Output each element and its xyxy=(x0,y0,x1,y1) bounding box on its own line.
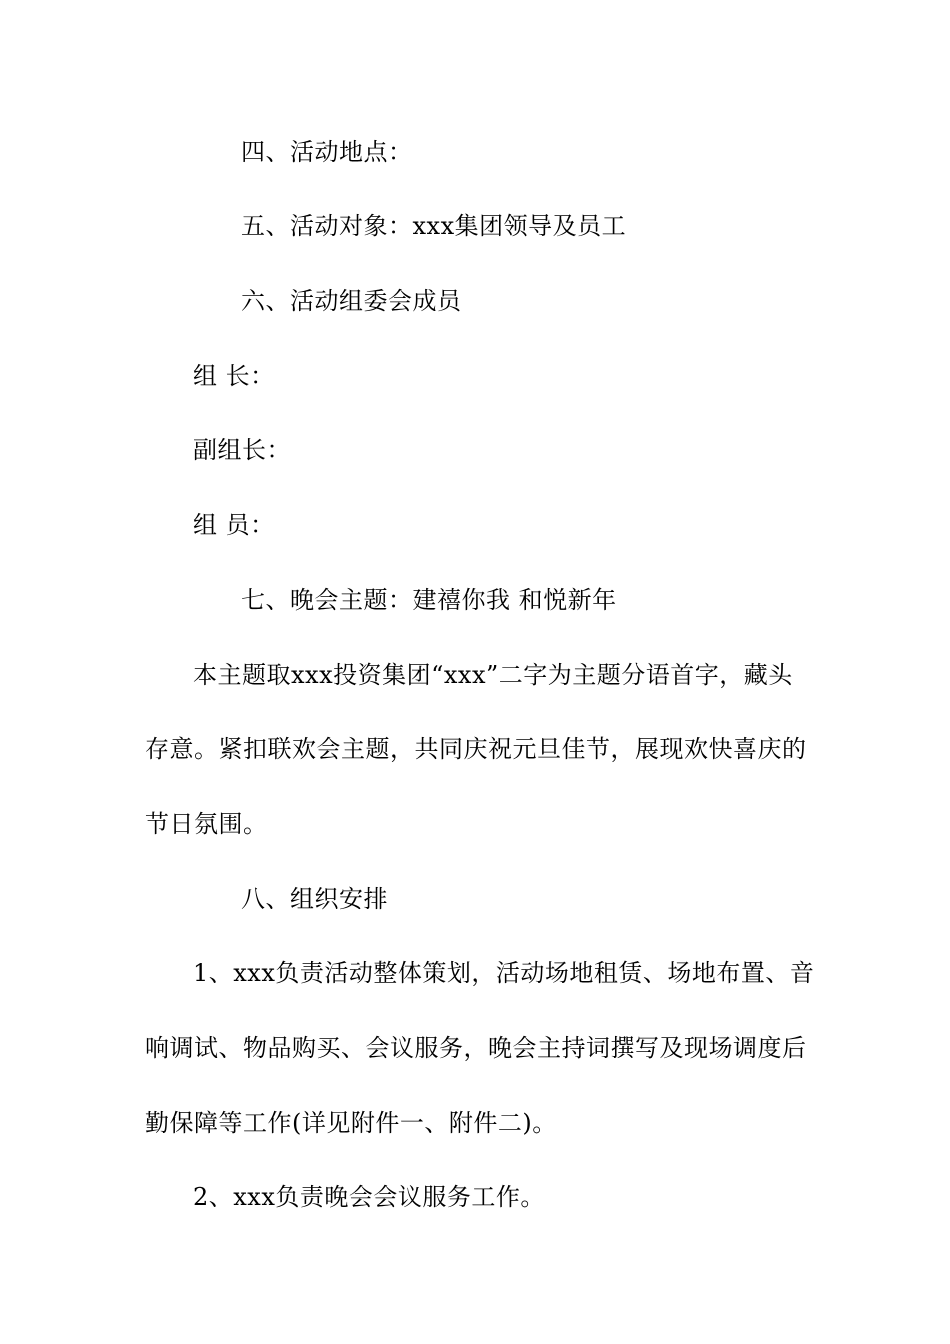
item-two-line-1: 2、xxx负责晚会会议服务工作。 xyxy=(193,1183,545,1211)
item-one-line-1: 1、xxx负责活动整体策划，活动场地租赁、场地布置、音 xyxy=(193,959,815,987)
committee-deputy-leader: 副组长： xyxy=(193,436,291,464)
section-five-audience: 五、活动对象：xxx集团领导及员工 xyxy=(241,212,627,240)
committee-leader: 组 长： xyxy=(193,362,275,390)
section-eight-organization: 八、组织安排 xyxy=(241,885,388,913)
theme-paragraph-line-1: 本主题取xxx投资集团“xxx”二字为主题分语首字，藏头 xyxy=(193,661,793,689)
item-one-line-3: 勤保障等工作(详见附件一、附件二)。 xyxy=(145,1109,557,1137)
theme-paragraph-line-3: 节日氛围。 xyxy=(145,810,268,838)
section-six-committee: 六、活动组委会成员 xyxy=(241,287,462,315)
committee-members: 组 员： xyxy=(193,511,275,539)
theme-paragraph-line-2: 存意。紧扣联欢会主题，共同庆祝元旦佳节，展现欢快喜庆的 xyxy=(145,735,807,763)
section-four-location: 四、活动地点： xyxy=(241,138,413,166)
section-seven-theme: 七、晚会主题：建禧你我 和悦新年 xyxy=(241,586,617,614)
item-one-line-2: 响调试、物品购买、会议服务，晚会主持词撰写及现场调度后 xyxy=(145,1034,807,1062)
